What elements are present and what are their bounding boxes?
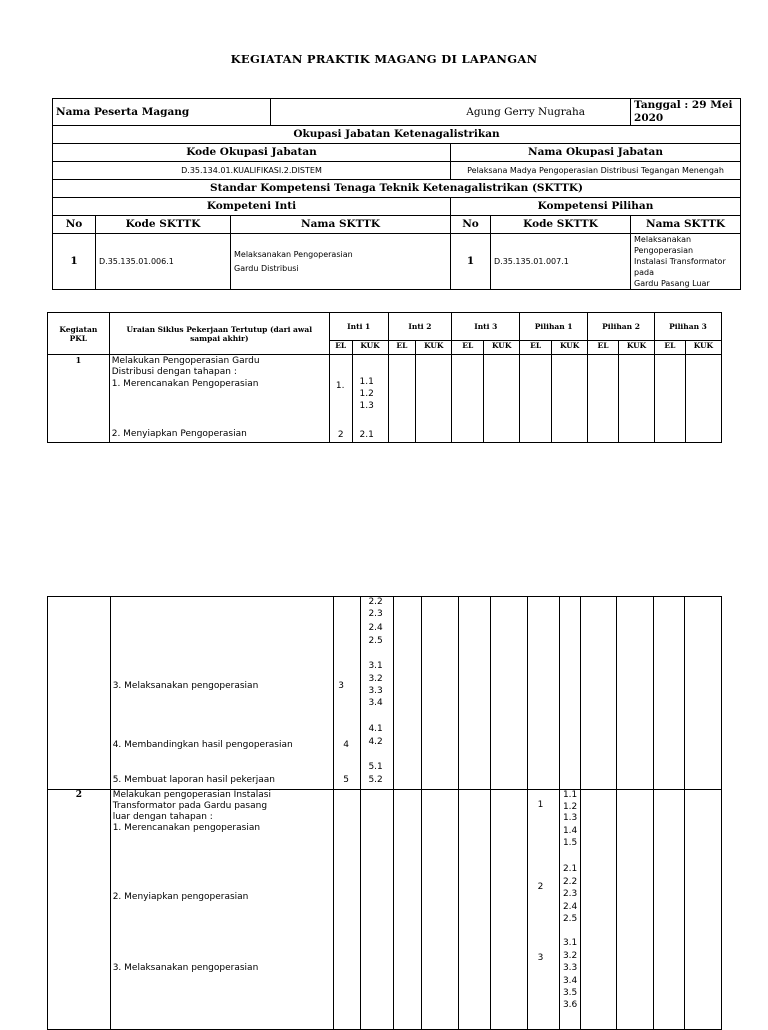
col-kode: Kode SKTTK bbox=[491, 216, 631, 234]
col-nama: Nama SKTTK bbox=[231, 216, 451, 234]
col-nama: Nama SKTTK bbox=[631, 216, 741, 234]
header-el: EL bbox=[655, 341, 686, 355]
pilihan-nama: Melaksanakan Pengoperasian Instalasi Transformator pada Gardu Pasang Luar bbox=[631, 234, 741, 290]
header-kuk: KUK bbox=[352, 341, 388, 355]
activity-table bbox=[47, 312, 722, 443]
kompetensi-pilihan-label: Kompetensi Pilihan bbox=[451, 198, 741, 216]
header-kuk: KUK bbox=[552, 341, 588, 355]
participant-label: Nama Peserta Magang bbox=[53, 99, 271, 126]
col-no: No bbox=[53, 216, 96, 234]
pilihan1-el: 1 2 3 bbox=[527, 790, 559, 1030]
header-el: EL bbox=[388, 341, 416, 355]
header-kuk: KUK bbox=[618, 341, 654, 355]
kode-okupasi-value: D.35.134.01.KUALIFIKASI.2.DISTEM bbox=[53, 162, 451, 180]
header-pilihan-1: Pilihan 1 bbox=[520, 313, 588, 341]
inti1-kuk: 2.2 2.3 2.4 2.5 3.1 3.2 3.3 3.4 4.1 4.2 5.1 5.2 bbox=[361, 597, 393, 790]
header-inti-3: Inti 3 bbox=[452, 313, 520, 341]
table-row bbox=[48, 790, 722, 1030]
header-pilihan-2: Pilihan 2 bbox=[588, 313, 655, 341]
activity-description: 3. Melaksanakan pengoperasian 4. Membandingkan hasil pengoperasian 5. Membuat laporan hasil pekerjaan bbox=[110, 597, 334, 790]
activity-no: 2 bbox=[48, 790, 111, 1030]
activity-table-continued bbox=[47, 596, 722, 1030]
page-title: KEGIATAN PRAKTIK MAGANG DI LAPANGAN bbox=[230, 52, 538, 66]
inti-nama: Melaksanakan Pengoperasian Gardu Distribusi bbox=[231, 234, 451, 290]
activity-no: 1 bbox=[48, 355, 110, 443]
activity-description: Melakukan pengoperasian Instalasi Transformator pada Gardu pasang luar dengan tahapan : 1. Merencanakan pengoperasian 2. Menyiapkan pengoperasian 3. Melaksanakan pengoperasian bbox=[110, 790, 334, 1030]
table-row bbox=[48, 597, 722, 790]
header-kegiatan: Kegiatan PKL bbox=[48, 313, 110, 355]
participant-name: Agung Gerry Nugraha bbox=[271, 99, 631, 126]
header-el: EL bbox=[329, 341, 352, 355]
header-el: EL bbox=[520, 341, 552, 355]
pilihan-no: 1 bbox=[451, 234, 491, 290]
info-table bbox=[52, 98, 741, 290]
table-row bbox=[48, 355, 722, 443]
inti1-el: 1. 2 bbox=[329, 355, 352, 443]
col-no: No bbox=[451, 216, 491, 234]
header-kuk: KUK bbox=[685, 341, 721, 355]
header-inti-1: Inti 1 bbox=[329, 313, 388, 341]
pilihan-kode: D.35.135.01.007.1 bbox=[491, 234, 631, 290]
header-kuk: KUK bbox=[484, 341, 520, 355]
header-inti-2: Inti 2 bbox=[388, 313, 452, 341]
nama-okupasi-value: Pelaksana Madya Pengoperasian Distribusi Tegangan Menengah bbox=[451, 162, 741, 180]
inti1-el: 3 4 5 bbox=[334, 597, 361, 790]
inti-kode: D.35.135.01.006.1 bbox=[96, 234, 231, 290]
nama-okupasi-label: Nama Okupasi Jabatan bbox=[451, 144, 741, 162]
inti-no: 1 bbox=[53, 234, 96, 290]
header-kuk: KUK bbox=[416, 341, 452, 355]
kode-okupasi-label: Kode Okupasi Jabatan bbox=[53, 144, 451, 162]
date: Tanggal : 29 Mei 2020 bbox=[631, 99, 741, 126]
header-el: EL bbox=[452, 341, 484, 355]
standar-header: Standar Kompetensi Tenaga Teknik Ketenagalistrikan (SKTTK) bbox=[53, 180, 741, 198]
inti1-kuk: 1.1 1.2 1.3 2.1 bbox=[352, 355, 388, 443]
pilihan1-kuk: 1.1 1.2 1.3 1.4 1.5 2.1 2.2 2.3 2.4 2.5 3.1 3.2 3.3 3.4 3.5 3.6 bbox=[559, 790, 580, 1030]
header-pilihan-3: Pilihan 3 bbox=[655, 313, 722, 341]
okupasi-header: Okupasi Jabatan Ketenagalistrikan bbox=[53, 126, 741, 144]
header-el: EL bbox=[588, 341, 619, 355]
kompetensi-inti-label: Kompeteni Inti bbox=[53, 198, 451, 216]
header-uraian: Uraian Siklus Pekerjaan Tertutup (dari awal sampai akhir) bbox=[109, 313, 329, 355]
col-kode: Kode SKTTK bbox=[96, 216, 231, 234]
activity-description: Melakukan Pengoperasian Gardu Distribusi dengan tahapan : 1. Merencanakan Pengoperasian 2. Menyiapkan Pengoperasian bbox=[109, 355, 329, 443]
